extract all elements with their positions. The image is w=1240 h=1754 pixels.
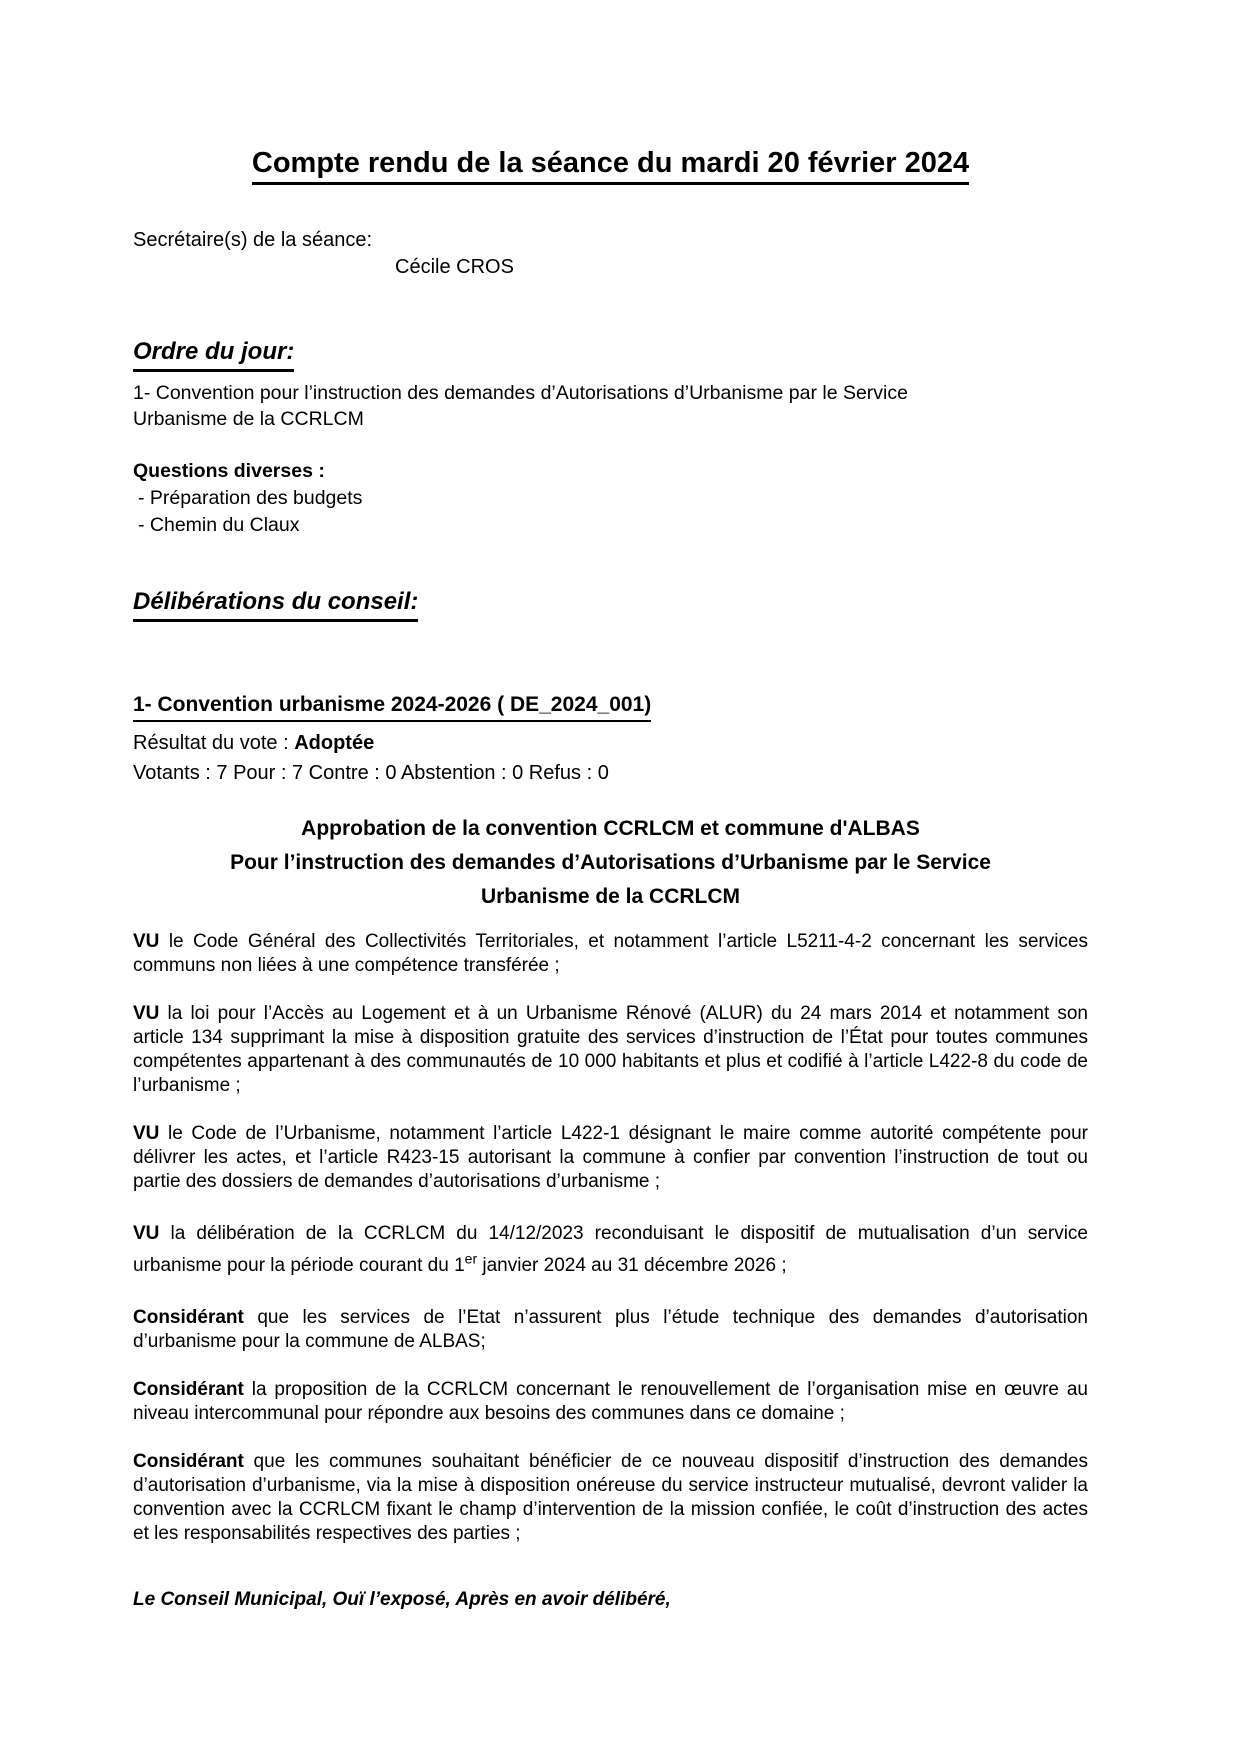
title-wrap [133, 146, 1088, 185]
deliberation-item-title [133, 690, 1088, 722]
recital-vu-1-lead: VU [133, 931, 160, 952]
agenda-item-1-line-2: Urbanisme de la CCRLCM [133, 408, 364, 430]
deliberation-subject [133, 812, 1088, 914]
recital-considerant-2-lead: Considérant [133, 1379, 244, 1400]
secretary-name: Cécile CROS [395, 256, 514, 278]
question-item-1: - Préparation des budgets [138, 487, 363, 509]
recital-considerant-3-text: que les communes souhaitant bénéficier de ce nouveau dispositif d’instruction des demandes d’autorisation d’urbanisme, via la mise à disposition onéreuse du service instructeur mutualisé, devront valider la convention avec la CCRLCM fixant le champ d’intervention de la mission confiée, le coût d’instruction des actes et les responsabilités respectives des parties ; [133, 1451, 1088, 1544]
recital-considerant-3 [133, 1450, 1088, 1546]
recital-considerant-2 [133, 1378, 1088, 1426]
recital-vu-4-text-after-sup: janvier 2024 au 31 décembre 2026 ; [477, 1255, 787, 1276]
recital-considerant-1-text: que les services de l’Etat n’assurent plus l’étude technique des demandes d’autorisation d’urbanisme pour la commune de ALBAS; [133, 1307, 1088, 1352]
deliberations-heading [133, 587, 1088, 622]
vote-result-value: Adoptée [294, 732, 375, 754]
subject-line-3: Urbanisme de la CCRLCM [480, 885, 741, 908]
questions-heading: Questions diverses : [133, 460, 325, 482]
question-item-2: - Chemin du Claux [138, 514, 300, 536]
secretary-block [133, 227, 1088, 281]
vote-result-line [133, 728, 1088, 758]
vote-result-label: Résultat du vote : [133, 732, 295, 754]
agenda-heading [133, 337, 1088, 372]
recital-vu-2 [133, 1002, 1088, 1098]
agenda-heading-text: Ordre du jour: [133, 337, 294, 372]
recital-vu-1-text: le Code Général des Collectivités Territoriales, et notamment l’article L5211-4-2 concernant les services communs non liées à une compétence transférée ; [133, 931, 1088, 976]
recital-vu-3-text: le Code de l’Urbanisme, notamment l’article L422-1 désignant le maire comme autorité compétente pour délivrer les actes, et l’article R423-15 autorisant la commune à confier par convention l’instruction de tout ou partie des dossiers de demandes d’autorisations d’urbanisme ; [133, 1123, 1088, 1192]
recital-vu-4 [133, 1218, 1088, 1282]
recital-vu-3-lead: VU [133, 1123, 160, 1144]
recital-considerant-3-lead: Considérant [133, 1451, 244, 1472]
recital-vu-4-text-before-sup: la délibération de la CCRLCM du 14/12/2023 reconduisant le dispositif de mutualisation d’un service urbanisme pour la période courant du 1 [133, 1223, 1088, 1276]
deliberation-item-title-text: 1- Convention urbanisme 2024-2026 ( DE_2024_001) [133, 690, 651, 722]
recital-considerant-1 [133, 1306, 1088, 1354]
recital-considerant-2-text: la proposition de la CCRLCM concernant le renouvellement de l’organisation mise en œuvre au niveau intercommunal pour répondre aux besoins des communes dans ce domaine ; [133, 1379, 1088, 1424]
subject-line-1: Approbation de la convention CCRLCM et commune d'ALBAS [301, 817, 920, 840]
subject-line-2: Pour l’instruction des demandes d’Autorisations d’Urbanisme par le Service [230, 851, 991, 874]
recital-vu-4-superscript: er [464, 1250, 478, 1267]
recitals-block [133, 930, 1088, 1546]
agenda-item-1-line-1: 1- Convention pour l’instruction des demandes d’Autorisations d’Urbanisme par le Service [133, 382, 908, 404]
agenda-item-1 [133, 380, 1088, 432]
recital-vu-2-lead: VU [133, 1003, 160, 1024]
recital-vu-3 [133, 1122, 1088, 1194]
recital-vu-2-text: la loi pour l’Accès au Logement et à un Urbanisme Rénové (ALUR) du 24 mars 2014 et notamment son article 134 supprimant la mise à disposition gratuite des services d’instruction de l’État pour toutes communes compétentes appartenant à des communautés de 10 000 habitants et plus et codifié à l’article L422-8 du code de l’urbanisme ; [133, 1003, 1088, 1096]
secretary-label: Secrétaire(s) de la séance: [133, 229, 373, 251]
vote-tally-line: Votants : 7 Pour : 7 Contre : 0 Abstention : 0 Refus : 0 [133, 762, 609, 784]
recital-vu-4-lead: VU [133, 1223, 160, 1244]
closing-line: Le Conseil Municipal, Ouï l’exposé, Après en avoir délibéré, [133, 1589, 671, 1610]
document-title: Compte rendu de la séance du mardi 20 février 2024 [252, 146, 969, 185]
recital-considerant-1-lead: Considérant [133, 1307, 244, 1328]
recital-vu-1 [133, 930, 1088, 978]
deliberations-heading-text: Délibérations du conseil: [133, 587, 418, 622]
